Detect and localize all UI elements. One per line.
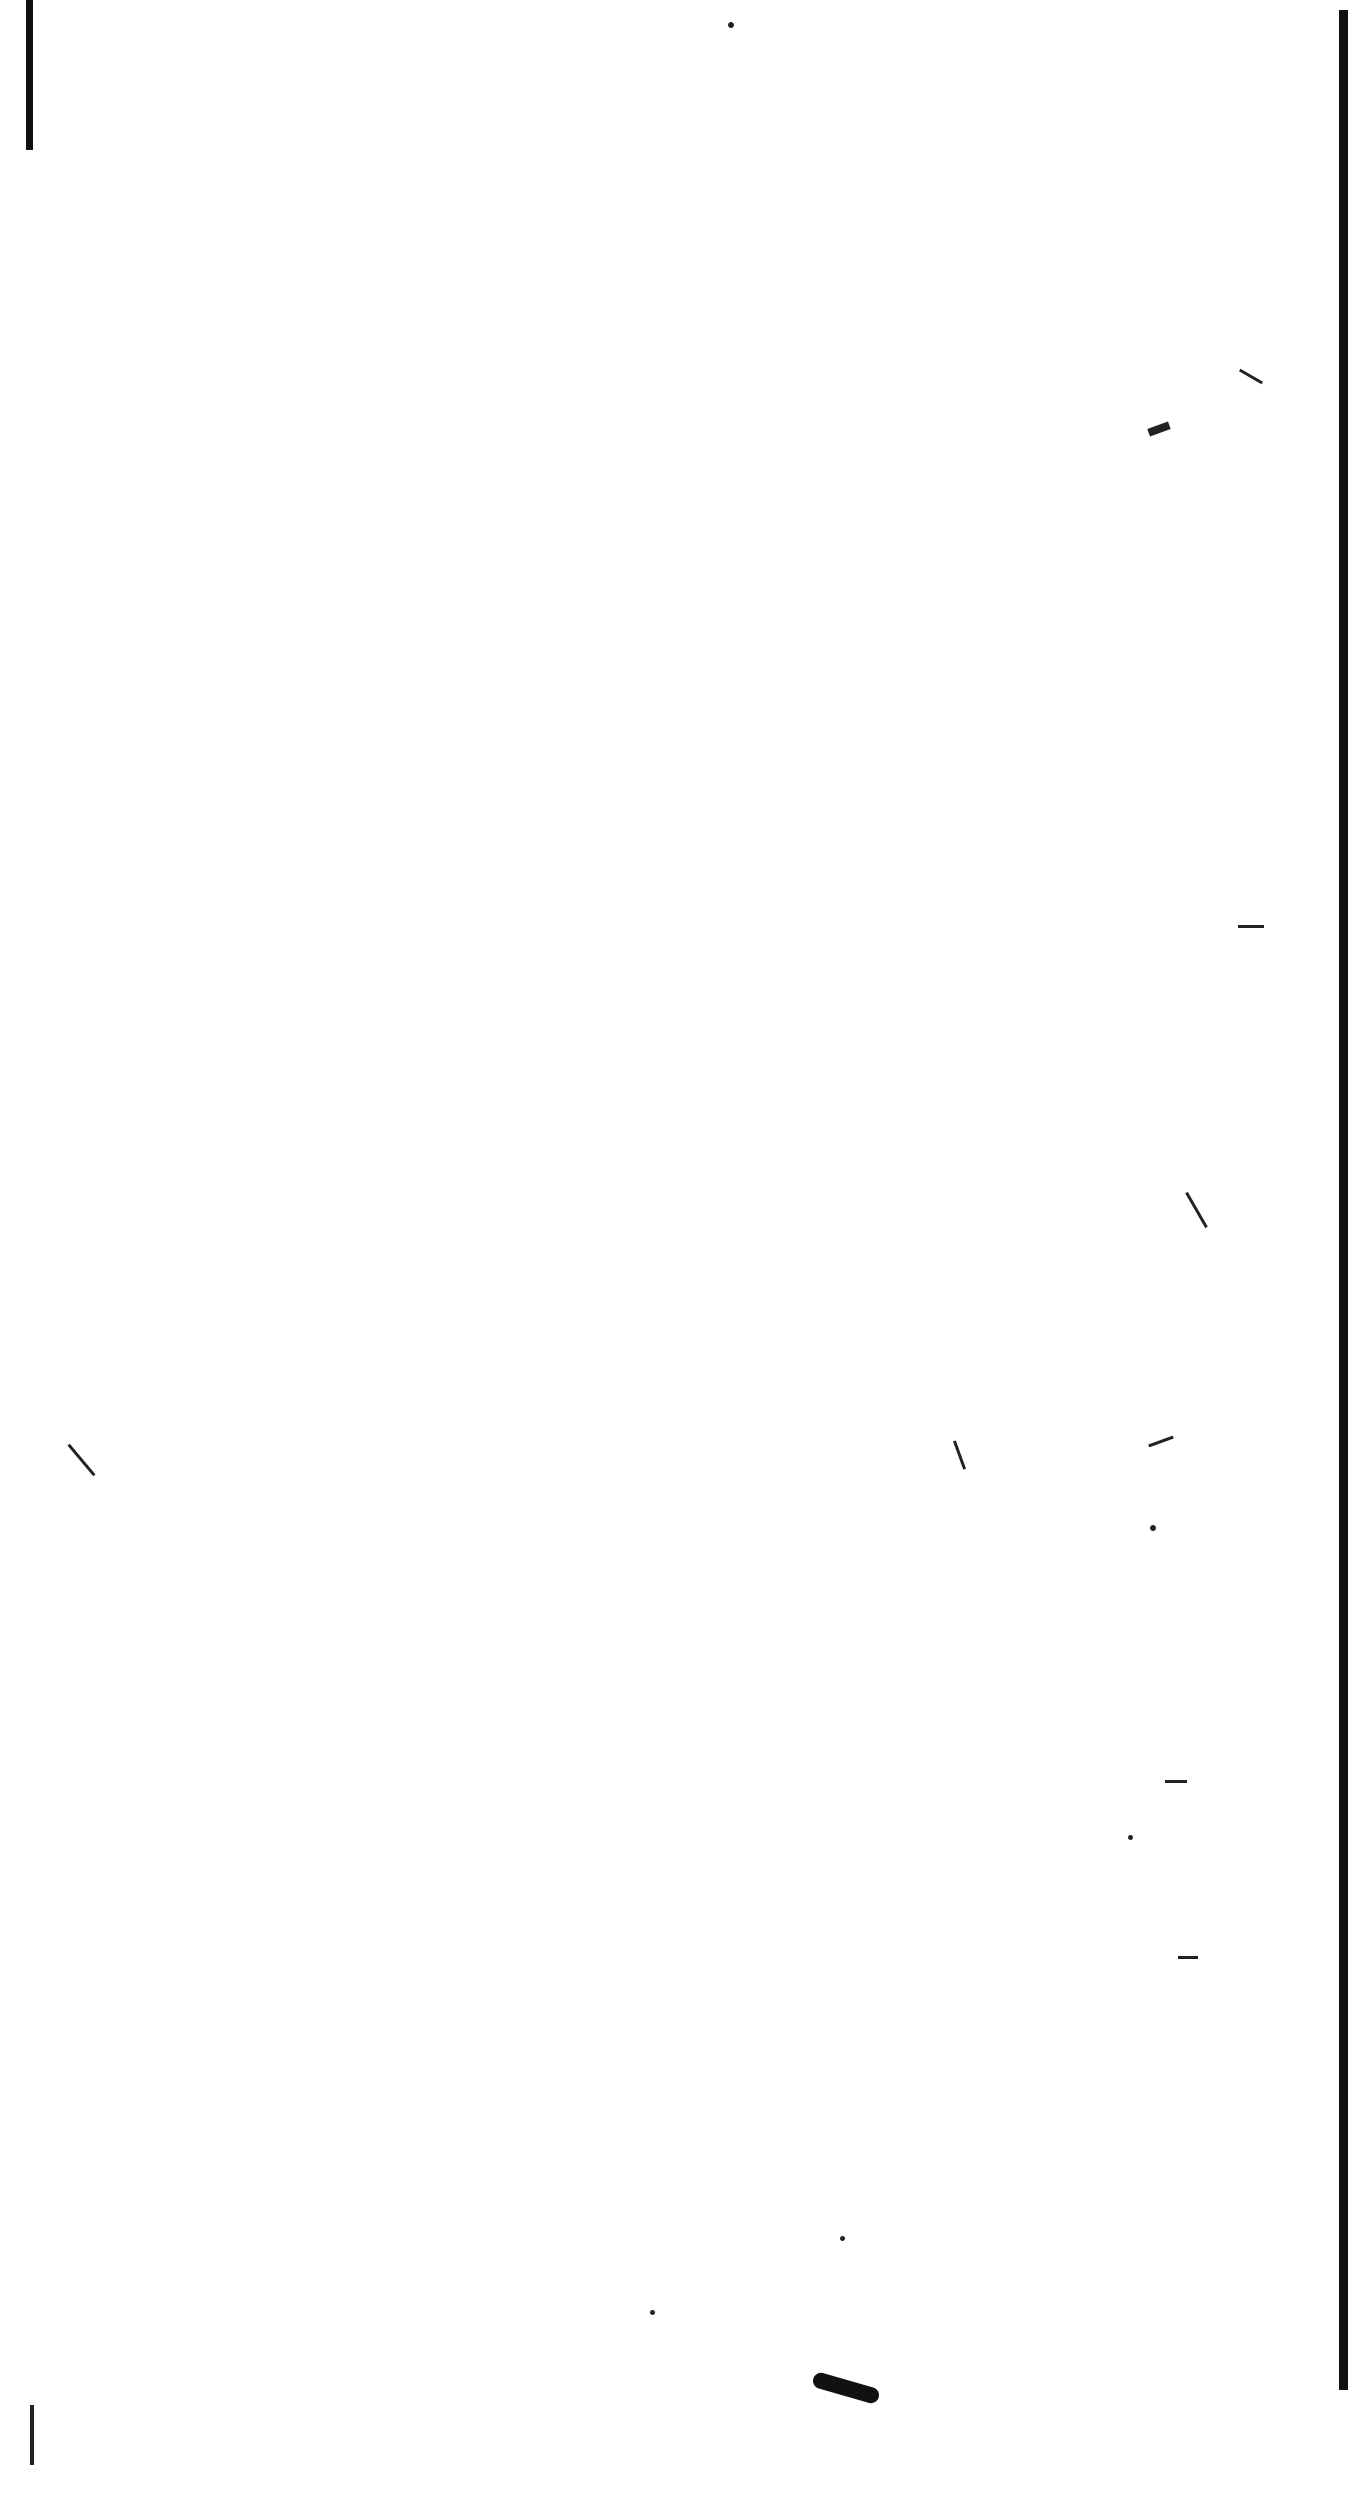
page-edge-left xyxy=(26,0,33,150)
page-edge-left-bottom xyxy=(30,2405,34,2465)
ink-speck xyxy=(840,2236,845,2241)
ink-speck xyxy=(1238,925,1264,928)
ink-speck xyxy=(728,22,734,28)
chapter-title xyxy=(68,178,1078,253)
ink-speck xyxy=(1239,369,1263,385)
ink-speck xyxy=(1148,1436,1173,1448)
running-head xyxy=(68,58,1078,130)
ink-speck xyxy=(1185,1192,1208,1228)
ink-speck xyxy=(1165,1780,1187,1783)
page-edge-right xyxy=(1339,10,1348,2390)
ink-blot xyxy=(811,2371,881,2405)
ink-speck xyxy=(67,1444,95,1477)
digitization-watermark xyxy=(790,2408,796,2466)
ink-speck xyxy=(1147,421,1170,436)
ink-speck xyxy=(1128,1835,1133,1840)
text-block xyxy=(68,58,1078,297)
ink-speck xyxy=(1150,1525,1156,1531)
ink-speck xyxy=(953,1440,966,1469)
ink-speck xyxy=(1178,1956,1198,1959)
ink-speck xyxy=(650,2310,655,2315)
